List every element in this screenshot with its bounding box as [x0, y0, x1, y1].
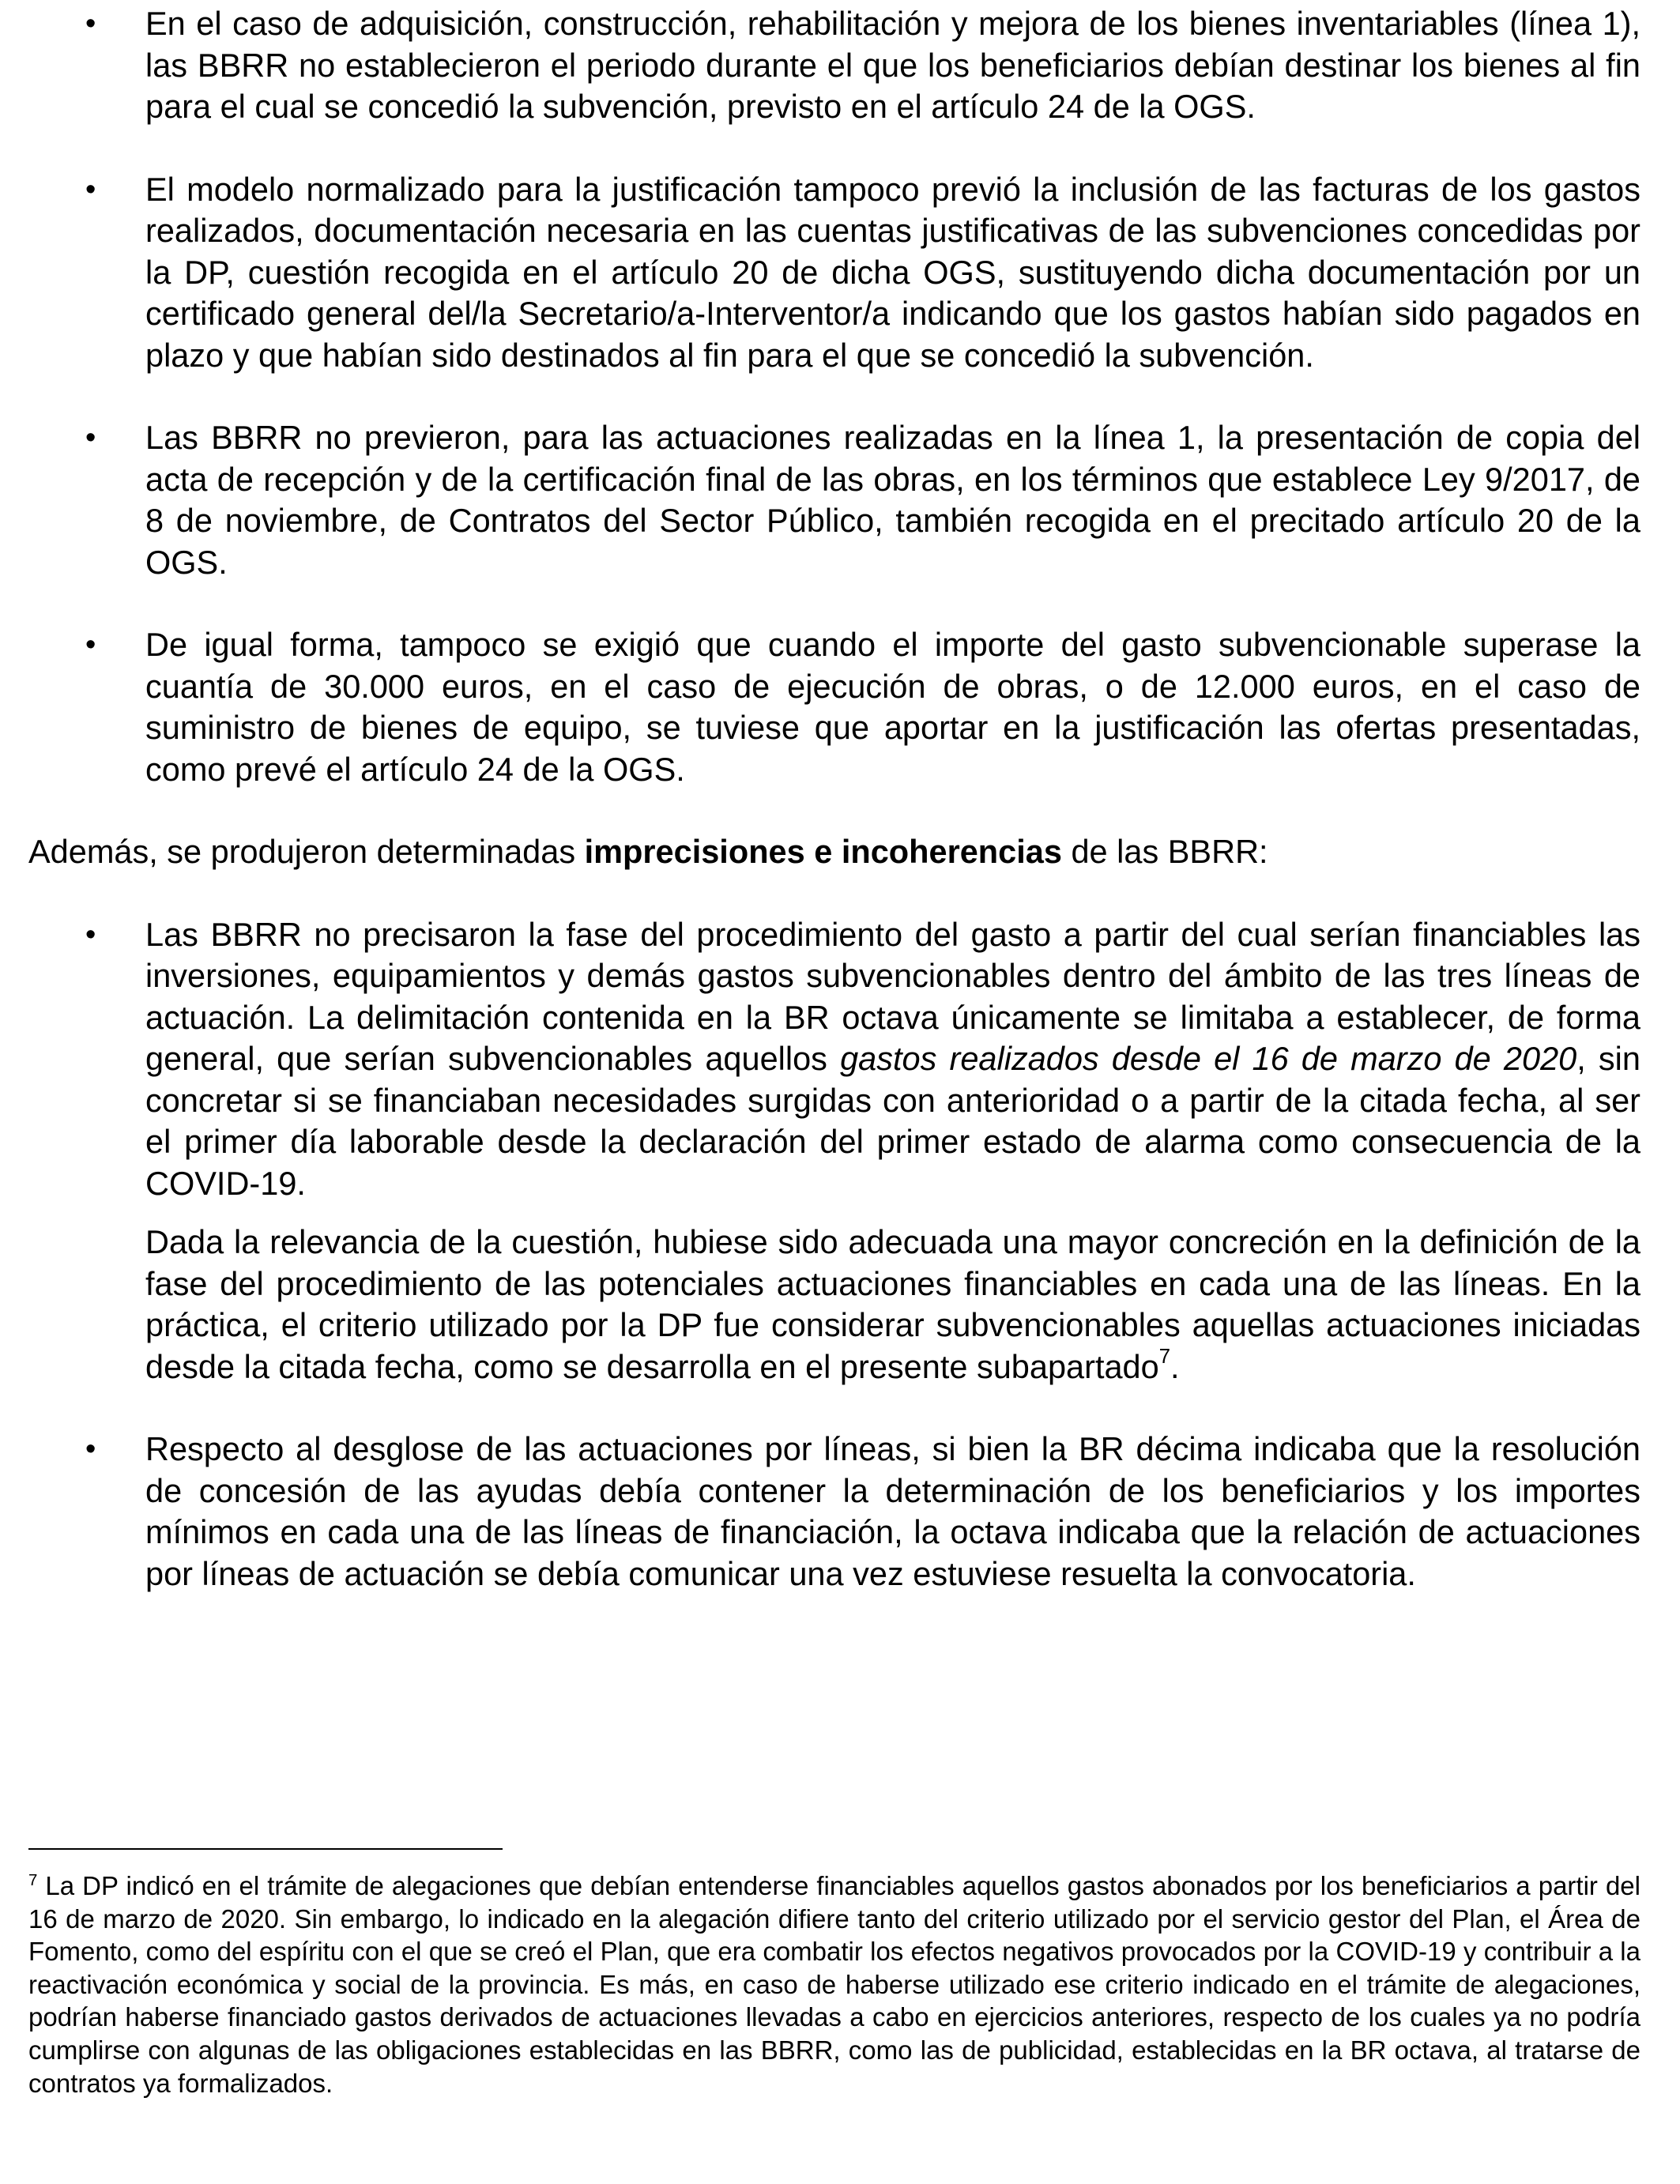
- bullet-list-top: [28, 3, 1640, 790]
- bullet-list-bottom: [28, 914, 1640, 1595]
- bullet-text-part: .: [1170, 1347, 1180, 1385]
- bullet-text: Las BBRR no previeron, para las actuaciones realizadas en la línea 1, la presentación de copia del acta de recepción y de la certificación final de las obras, en los términos que establece Ley 9/2017, de 8 de noviembre, de Contratos del Sector Público, también recogida en el precitado artículo 20 de la OGS.: [145, 419, 1640, 581]
- intro-text-after: de las BBRR:: [1061, 833, 1268, 870]
- bullet-item: [28, 914, 1640, 1388]
- bullet-text: El modelo normalizado para la justificación tampoco previó la inclusión de las facturas de los gastos realizados, documentación necesaria en las cuentas justificativas de las subvenciones concedidas por la DP, cuestión recogida en el artículo 20 de dicha OGS, sustituyendo dicha documentación por un certificado general del/la Secretario/a-Interventor/a indicando que los gastos habían sido pagados en plazo y que habían sido destinados al fin para el que se concedió la subvención.: [145, 170, 1640, 374]
- bullet-text-part: , sin concretar si se financiaban necesidades surgidas con anterioridad o a partir de la citada fecha, al ser el primer día laborable desde la declaración del primer estado de alarma como consecuencia de la COVID-19.: [145, 1040, 1640, 1202]
- bullet-text: En el caso de adquisición, construcción, rehabilitación y mejora de los bienes inventariables (línea 1), las BBRR no establecieron el periodo durante el que los beneficiarios debían destinar los bienes al fin para el cual se concedió la subvención, previsto en el artículo 24 de la OGS.: [145, 5, 1640, 125]
- bullet-text-italic: gastos realizados desde el 16 de marzo de 2020: [840, 1040, 1577, 1077]
- bullet-item: [28, 624, 1640, 790]
- footnote-text: La DP indicó en el trámite de alegaciones que debían entenderse financiables aquellos gastos abonados por los beneficiarios a partir del 16 de marzo de 2020. Sin embargo, lo indicado en la alegación difiere tanto del criterio utilizado por el servicio gestor del Plan, el Área de Fomento, como del espíritu con el que se creó el Plan, que era combatir los efectos negativos provocados por la COVID-19 y contribuir a la reactivación económica y social de la provincia. Es más, en caso de haberse utilizado ese criterio indicado en el trámite de alegaciones, podrían haberse financiado gastos derivados de actuaciones llevadas a cabo en ejercicios anteriores, respecto de los cuales ya no podría cumplirse con algunas de las obligaciones establecidas en las BBRR, como las de publicidad, establecidas en la BR octava, al tratarse de contratos ya formalizados.: [28, 1871, 1640, 2098]
- intro-text-before: Además, se produjeron determinadas: [28, 833, 585, 870]
- footnote-number: 7: [28, 1871, 38, 1889]
- footnote: [28, 1870, 1640, 2099]
- bullet-text-part: Dada la relevancia de la cuestión, hubiese sido adecuada una mayor concreción en la definición de la fase del procedimiento de las potenciales actuaciones financiables en cada una de las líneas. En la práctica, el criterio utilizado por la DP fue considerar subvencionables aquellas actuaciones iniciadas desde la citada fecha, como se desarrolla en el presente subapartado: [145, 1223, 1640, 1385]
- bullet-dot-icon: •: [85, 628, 96, 661]
- bullet-dot-icon: •: [85, 917, 96, 951]
- bullet-item: [28, 169, 1640, 377]
- bullet-text: De igual forma, tampoco se exigió que cuando el importe del gasto subvencionable superase la cuantía de 30.000 euros, en el caso de ejecución de obras, o de 12.000 euros, en el caso de suministro de bienes de equipo, se tuviese que aportar en la justificación las ofertas presentadas, como prevé el artículo 24 de la OGS.: [145, 626, 1640, 788]
- footnote-reference[interactable]: 7: [1158, 1345, 1171, 1368]
- bullet-item: [28, 3, 1640, 128]
- bullet-text: [145, 914, 1640, 1205]
- intro-paragraph: [28, 831, 1640, 873]
- bullet-text-part: Las BBRR no precisaron la fase del procedimiento del gasto a partir del cual serían financiables las inversiones, equipamientos y demás gastos subvencionables dentro del ámbito de las tres líneas de actuación. La delimitación contenida en la BR octava únicamente se limitaba a establecer, de forma general, que serían subvencionables aquellos: [145, 915, 1640, 1077]
- bullet-text: Respecto al desglose de las actuaciones por líneas, si bien la BR décima indicaba que la resolución de concesión de las ayudas debía contener la determinación de los beneficiarios y los importes mínimos en cada una de las líneas de financiación, la octava indicaba que la relación de actuaciones por líneas de actuación se debía comunicar una vez estuviese resuelta la convocatoria.: [145, 1430, 1640, 1592]
- body-text: [28, 3, 1640, 1636]
- bullet-dot-icon: •: [85, 421, 96, 454]
- bullet-item: [28, 417, 1640, 583]
- bullet-item: [28, 1429, 1640, 1595]
- bullet-subparagraph: [145, 1222, 1640, 1388]
- bullet-dot-icon: •: [85, 1433, 96, 1466]
- bullet-dot-icon: •: [85, 172, 96, 206]
- intro-text-bold: imprecisiones e incoherencias: [584, 833, 1062, 870]
- footnote-separator: [28, 1848, 503, 1850]
- bullet-dot-icon: •: [85, 7, 96, 40]
